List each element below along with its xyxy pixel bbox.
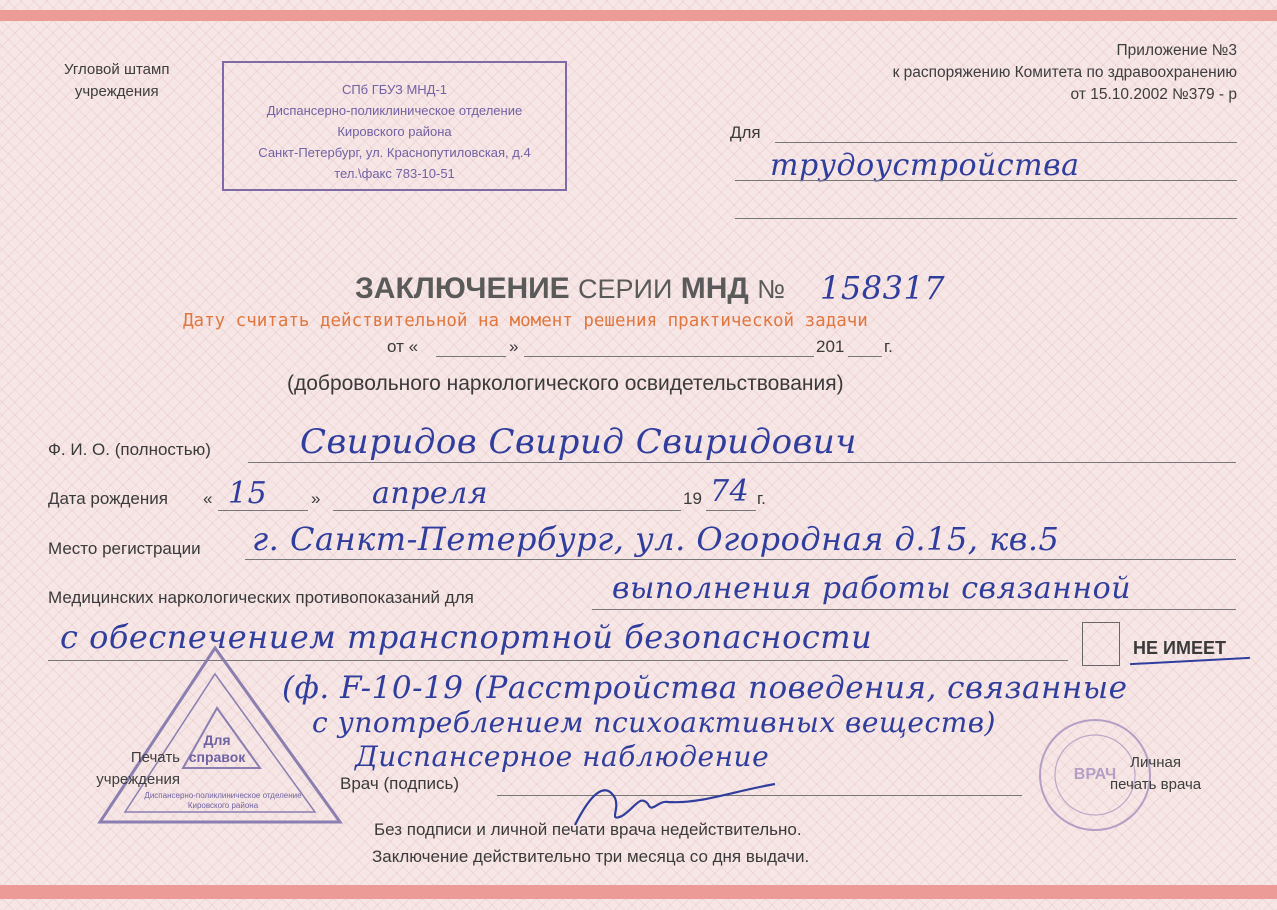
stamp-line: Санкт-Петербург, ул. Краснопутиловская, д.4 (258, 145, 531, 160)
dob-year-line (706, 510, 756, 511)
appendix-line: к распоряжению Комитета по здравоохранению (892, 64, 1237, 81)
institution-seal-label-line: учреждения (96, 771, 180, 788)
triangle-stamp-center-line-2: справок (188, 749, 246, 765)
dob-year-prefix: 19 (683, 489, 702, 508)
dob-open: « (203, 489, 213, 508)
fio-line (248, 462, 1236, 463)
fio-value: Свиридов Свирид Свиридович (300, 422, 857, 462)
dob-day: 15 (228, 476, 268, 511)
institution-seal-label (72, 747, 180, 791)
doctor-signature-label: Врач (подпись) (340, 774, 460, 793)
contraindications-label: Медицинских наркологических противопоказаний для (48, 588, 474, 607)
for-label: Для (730, 123, 761, 142)
corner-stamp-label-line: учреждения (74, 83, 159, 100)
stamp-line: тел.\факс 783-10-51 (334, 166, 455, 181)
registration-line (245, 559, 1236, 560)
footer-line-2: Заключение действительно три месяца со дня выдачи. (372, 847, 810, 866)
institution-seal-label-line: Печать (130, 749, 180, 766)
bottom-border-band (0, 885, 1277, 899)
overlay-note: Дату считать действительной на момент решения практической задачи (183, 311, 868, 331)
contraindications-value-1: выполнения работы связанной (612, 571, 1132, 606)
diagnosis-note-line-3: Диспансерное наблюдение (355, 740, 770, 773)
ne-imeet-label: НЕ ИМЕЕТ (1133, 638, 1226, 658)
for-line-2 (735, 180, 1237, 181)
ne-imeet-checkbox (1082, 622, 1120, 666)
triangle-stamp-center-line-1: Для (203, 732, 231, 748)
date-year-suffix: г. (884, 337, 893, 356)
diagnosis-note-line-2: с употреблением психоактивных веществ) (312, 706, 996, 739)
fio-label: Ф. И. О. (полностью) (48, 440, 211, 459)
for-line-3 (735, 218, 1237, 219)
institution-stamp (222, 61, 567, 191)
title-number-sign: № (757, 274, 785, 304)
registration-label: Место регистрации (48, 539, 201, 558)
date-year-prefix: 201 (816, 337, 845, 356)
doctor-seal-label-line: печать врача (1110, 776, 1202, 793)
title-series: СЕРИИ (578, 274, 673, 304)
dob-close: » (311, 489, 321, 508)
dob-year-suffix: 74 (710, 474, 750, 509)
diagnosis-note-line-1: (ф. F-10-19 (Расстройства поведения, связанные (282, 670, 1128, 706)
title-main: ЗАКЛЮЧЕНИЕ (355, 272, 570, 305)
triangle-stamp (95, 640, 345, 830)
corner-stamp-label (64, 59, 169, 103)
date-year-line (848, 356, 882, 357)
appendix-header (893, 40, 1237, 106)
stamp-line: Кировского района (337, 124, 452, 139)
date-prefix: от « (387, 337, 419, 356)
top-border-band (0, 10, 1277, 21)
triangle-stamp-base-line-1: Диспансерно-поликлиническое отделение (144, 791, 302, 800)
title-number: 158317 (820, 269, 946, 307)
appendix-line: от 15.10.2002 №379 - р (1070, 86, 1237, 103)
dob-label: Дата рождения (48, 489, 168, 508)
dob-month: апреля (372, 476, 489, 511)
doctor-seal-label (1110, 752, 1201, 796)
stamp-line: СПб ГБУЗ МНД-1 (341, 82, 448, 97)
doctor-round-stamp-center: ВРАЧ (1073, 766, 1117, 783)
contraindications-line-1 (592, 609, 1236, 610)
footer-line-1: Без подписи и личной печати врача недействительно. (374, 820, 802, 839)
triangle-stamp-base-line-2: Кировского района (187, 801, 259, 810)
date-mid: » (509, 337, 519, 356)
doctor-seal-label-line: Личная (1130, 754, 1181, 771)
contraindications-value-2: с обеспечением транспортной безопасности (60, 618, 873, 656)
document-title (355, 272, 785, 306)
registration-value: г. Санкт-Петербург, ул. Огородная д.15, кв.5 (252, 520, 1060, 558)
corner-stamp-label-line: Угловой штамп (64, 61, 170, 78)
stamp-line: Диспансерно-поликлиническое отделение (266, 103, 523, 118)
date-day-line (436, 356, 506, 357)
for-value: трудоустройства (770, 148, 1080, 183)
date-month-line (524, 356, 814, 357)
title-series-code: МНД (680, 272, 749, 305)
document-subtitle: (добровольного наркологического освидетельствования) (287, 372, 844, 395)
for-line-1 (775, 142, 1237, 143)
dob-g: г. (757, 489, 766, 508)
appendix-line: Приложение №3 (1116, 42, 1237, 59)
